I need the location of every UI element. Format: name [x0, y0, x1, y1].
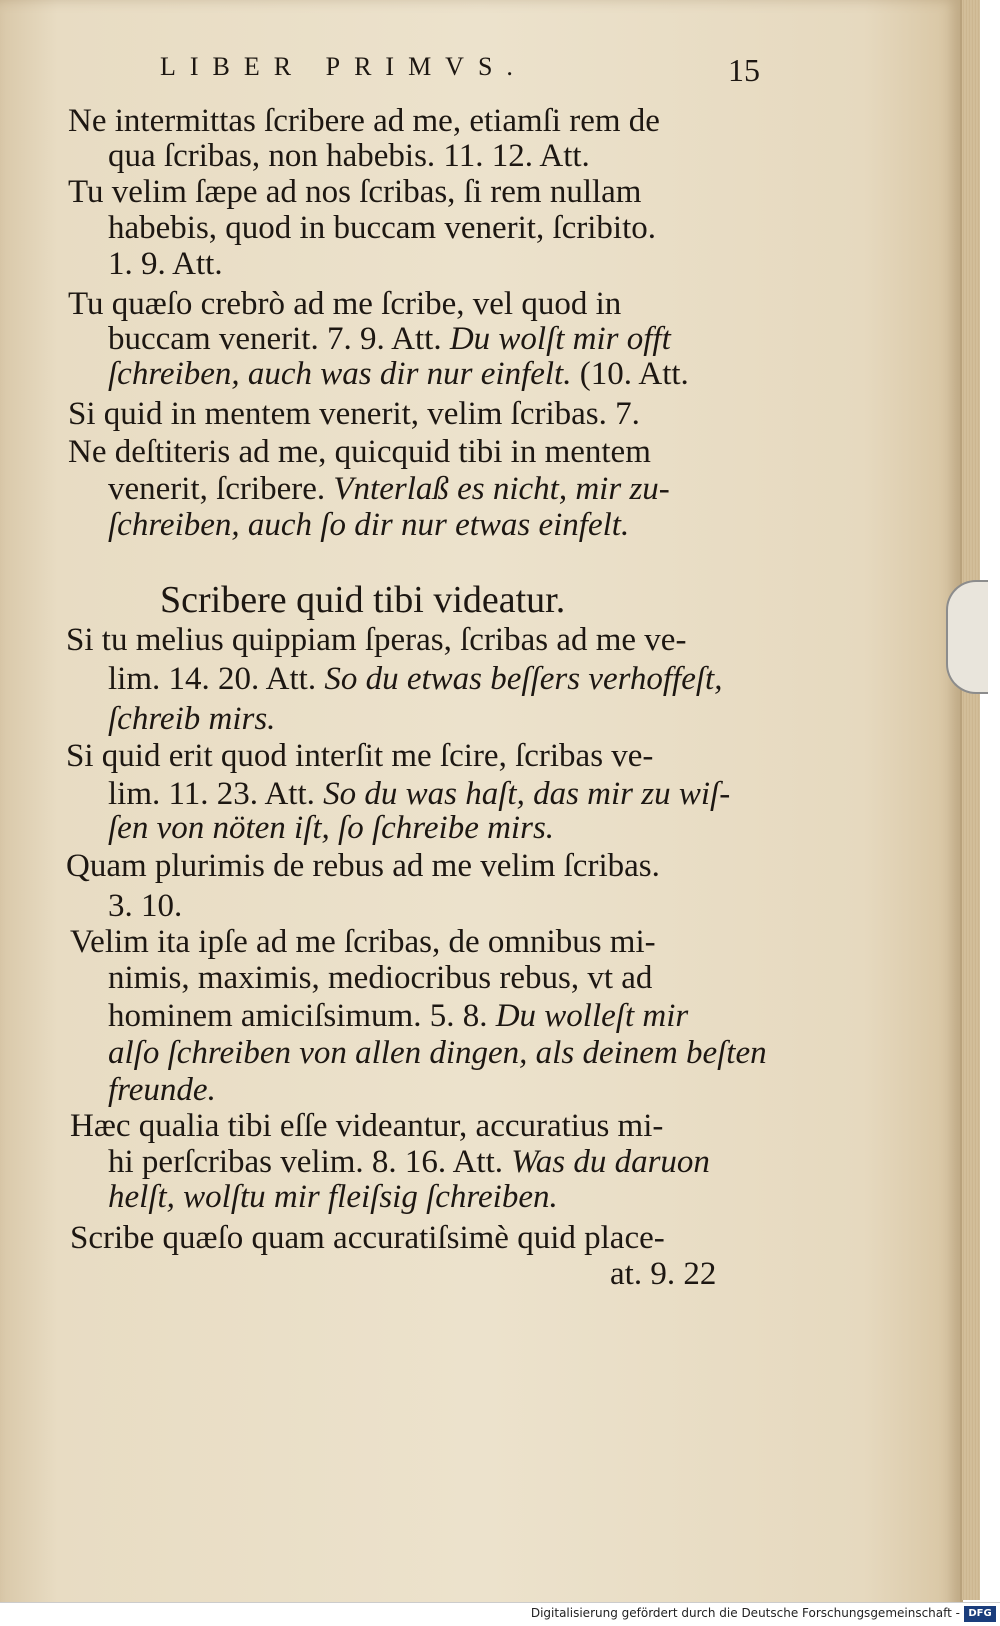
text-line: ſen von nöten iſt, ſo ſchreibe mirs.: [108, 810, 555, 846]
text-line: lim. 11. 23. Att. So du was haſt, das mir zu wiſ-: [108, 776, 731, 812]
text-line: helſt, wolſtu mir fleiſsig ſchreiben.: [108, 1179, 558, 1215]
text-line: ſchreib mirs.: [108, 701, 276, 737]
text-line: Scribe quæſo quam accuratiſsimè quid place-: [70, 1220, 665, 1256]
text-line: Velim ita ipſe ad me ſcribas, de omnibus mi-: [70, 924, 656, 960]
text-line: venerit, ſcribere. Vnterlaß es nicht, mir zu-: [108, 471, 670, 507]
text-line: ſchreiben, auch was dir nur einfelt. (10. Att.: [108, 356, 689, 392]
color-card-clip: [946, 580, 988, 694]
text-line: freunde.: [108, 1072, 216, 1108]
text-line: at. 9. 22: [610, 1256, 717, 1292]
text-line: habebis, quod in buccam venerit, ſcribito.: [108, 210, 657, 246]
text-line: 3. 10.: [108, 888, 183, 924]
page-number: 15: [728, 52, 760, 88]
text-line: Ne intermittas ſcribere ad me, etiamſi rem de: [68, 103, 660, 139]
text-line: Tu quæſo crebrò ad me ſcribe, vel quod in: [68, 286, 622, 322]
text-line: Ne deſtiteris ad me, quicquid tibi in mentem: [68, 434, 651, 470]
footer-credit: Digitalisierung gefördert durch die Deutsche Forschungsgemeinschaft -: [530, 1606, 960, 1620]
dfg-logo: DFG: [964, 1606, 996, 1622]
text-line: hominem amiciſsimum. 5. 8. Du wolleſt mir: [108, 998, 689, 1034]
text-line: Hæc qualia tibi eſſe videantur, accuratius mi-: [70, 1108, 664, 1144]
section-heading: Scribere quid tibi videatur.: [160, 579, 566, 621]
footer-bar: [0, 1602, 1000, 1626]
text-line: nimis, maximis, mediocribus rebus, vt ad: [108, 960, 653, 996]
text-line: ſchreiben, auch ſo dir nur etwas einfelt.: [108, 507, 630, 543]
text-line: Si tu melius quippiam ſperas, ſcribas ad me ve-: [66, 622, 687, 658]
text-line: buccam venerit. 7. 9. Att. Du wolſt mir offt: [108, 321, 671, 357]
running-title: LIBER PRIMVS.: [160, 52, 527, 81]
text-line: Tu velim ſæpe ad nos ſcribas, ſi rem nullam: [68, 174, 642, 210]
text-line: Quam plurimis de rebus ad me velim ſcribas.: [66, 848, 660, 884]
text-line: alſo ſchreiben von allen dingen, als deinem beſten: [108, 1035, 767, 1071]
text-line: Si quid erit quod interſit me ſcire, ſcribas ve-: [66, 738, 654, 774]
text-line: qua ſcribas, non habebis. 11. 12. Att.: [108, 138, 590, 174]
text-line: hi perſcribas velim. 8. 16. Att. Was du daruon: [108, 1144, 710, 1180]
text-line: 1. 9. Att.: [108, 246, 223, 282]
text-line: lim. 14. 20. Att. So du etwas beſſers verhoffeſt,: [108, 661, 723, 697]
text-line: Si quid in mentem venerit, velim ſcribas. 7.: [68, 396, 640, 432]
page-edge: [962, 0, 980, 1600]
